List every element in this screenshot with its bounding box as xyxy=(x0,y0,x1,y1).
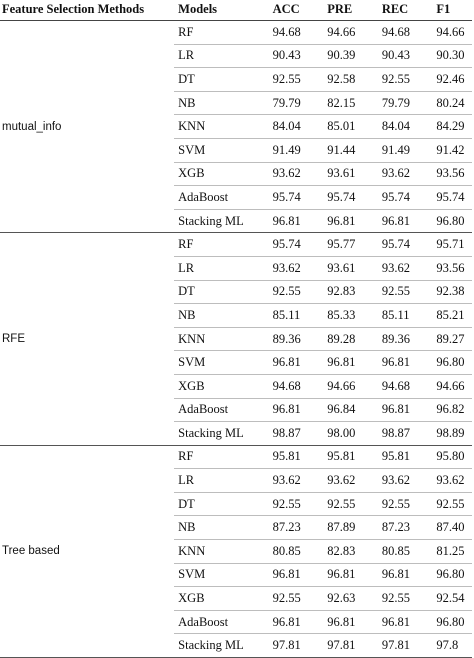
f1-cell: 97.8 xyxy=(432,634,472,658)
pre-cell: 96.84 xyxy=(323,398,378,422)
feature-selection-method-cell: mutual_info xyxy=(0,21,174,233)
table-body xyxy=(0,21,472,658)
model-cell: KNN xyxy=(174,327,268,351)
f1-cell: 94.66 xyxy=(432,21,472,45)
acc-cell: 96.81 xyxy=(269,398,324,422)
f1-cell: 92.55 xyxy=(432,492,472,516)
pre-cell: 90.39 xyxy=(323,44,378,68)
model-cell: LR xyxy=(174,256,268,280)
acc-cell: 92.55 xyxy=(269,492,324,516)
rec-cell: 96.81 xyxy=(378,398,433,422)
f1-cell: 96.80 xyxy=(432,351,472,375)
header-rec: REC xyxy=(378,0,433,21)
rec-cell: 95.74 xyxy=(378,186,433,210)
pre-cell: 97.81 xyxy=(323,634,378,658)
header-row xyxy=(0,0,472,21)
pre-cell: 96.81 xyxy=(323,351,378,375)
rec-cell: 85.11 xyxy=(378,304,433,328)
rec-cell: 96.81 xyxy=(378,209,433,233)
f1-cell: 96.80 xyxy=(432,610,472,634)
f1-cell: 96.80 xyxy=(432,209,472,233)
table-header xyxy=(0,0,472,21)
f1-cell: 80.24 xyxy=(432,91,472,115)
pre-cell: 94.66 xyxy=(323,21,378,45)
feature-selection-method-cell: RFE xyxy=(0,233,174,445)
model-cell: RF xyxy=(174,233,268,257)
model-cell: NB xyxy=(174,516,268,540)
model-cell: NB xyxy=(174,304,268,328)
f1-cell: 94.66 xyxy=(432,374,472,398)
header-f1: F1 xyxy=(432,0,472,21)
pre-cell: 92.83 xyxy=(323,280,378,304)
model-cell: NB xyxy=(174,91,268,115)
pre-cell: 92.55 xyxy=(323,492,378,516)
table-row xyxy=(0,233,472,257)
pre-cell: 95.77 xyxy=(323,233,378,257)
pre-cell: 91.44 xyxy=(323,138,378,162)
header-acc: ACC xyxy=(269,0,324,21)
header-models: Models xyxy=(174,0,268,21)
f1-cell: 92.46 xyxy=(432,68,472,92)
acc-cell: 85.11 xyxy=(269,304,324,328)
acc-cell: 92.55 xyxy=(269,68,324,92)
pre-cell: 95.74 xyxy=(323,186,378,210)
model-cell: XGB xyxy=(174,587,268,611)
acc-cell: 94.68 xyxy=(269,21,324,45)
rec-cell: 84.04 xyxy=(378,115,433,139)
pre-cell: 96.81 xyxy=(323,209,378,233)
pre-cell: 92.63 xyxy=(323,587,378,611)
pre-cell: 85.33 xyxy=(323,304,378,328)
model-cell: SVM xyxy=(174,138,268,162)
acc-cell: 96.81 xyxy=(269,351,324,375)
pre-cell: 96.81 xyxy=(323,563,378,587)
acc-cell: 97.81 xyxy=(269,634,324,658)
table-row xyxy=(0,445,472,469)
rec-cell: 92.55 xyxy=(378,68,433,92)
f1-cell: 95.74 xyxy=(432,186,472,210)
acc-cell: 95.81 xyxy=(269,445,324,469)
acc-cell: 96.81 xyxy=(269,610,324,634)
model-cell: Stacking ML xyxy=(174,422,268,446)
model-cell: RF xyxy=(174,445,268,469)
feature-selection-method-cell: Tree based xyxy=(0,445,174,657)
rec-cell: 95.81 xyxy=(378,445,433,469)
pre-cell: 95.81 xyxy=(323,445,378,469)
pre-cell: 94.66 xyxy=(323,374,378,398)
pre-cell: 93.61 xyxy=(323,162,378,186)
rec-cell: 96.81 xyxy=(378,610,433,634)
acc-cell: 95.74 xyxy=(269,186,324,210)
f1-cell: 89.27 xyxy=(432,327,472,351)
model-cell: KNN xyxy=(174,540,268,564)
pre-cell: 87.89 xyxy=(323,516,378,540)
pre-cell: 85.01 xyxy=(323,115,378,139)
pre-cell: 92.58 xyxy=(323,68,378,92)
acc-cell: 91.49 xyxy=(269,138,324,162)
pre-cell: 93.61 xyxy=(323,256,378,280)
acc-cell: 98.87 xyxy=(269,422,324,446)
rec-cell: 96.81 xyxy=(378,351,433,375)
rec-cell: 92.55 xyxy=(378,492,433,516)
model-cell: DT xyxy=(174,492,268,516)
f1-cell: 93.56 xyxy=(432,162,472,186)
rec-cell: 79.79 xyxy=(378,91,433,115)
acc-cell: 92.55 xyxy=(269,280,324,304)
rec-cell: 89.36 xyxy=(378,327,433,351)
rec-cell: 80.85 xyxy=(378,540,433,564)
f1-cell: 95.71 xyxy=(432,233,472,257)
acc-cell: 94.68 xyxy=(269,374,324,398)
pre-cell: 93.62 xyxy=(323,469,378,493)
f1-cell: 84.29 xyxy=(432,115,472,139)
f1-cell: 87.40 xyxy=(432,516,472,540)
model-cell: AdaBoost xyxy=(174,186,268,210)
acc-cell: 90.43 xyxy=(269,44,324,68)
rec-cell: 94.68 xyxy=(378,374,433,398)
rec-cell: 97.81 xyxy=(378,634,433,658)
f1-cell: 91.42 xyxy=(432,138,472,162)
model-cell: Stacking ML xyxy=(174,209,268,233)
acc-cell: 93.62 xyxy=(269,469,324,493)
acc-cell: 93.62 xyxy=(269,256,324,280)
rec-cell: 98.87 xyxy=(378,422,433,446)
f1-cell: 93.56 xyxy=(432,256,472,280)
f1-cell: 85.21 xyxy=(432,304,472,328)
acc-cell: 92.55 xyxy=(269,587,324,611)
f1-cell: 92.54 xyxy=(432,587,472,611)
rec-cell: 93.62 xyxy=(378,256,433,280)
model-cell: DT xyxy=(174,68,268,92)
f1-cell: 96.82 xyxy=(432,398,472,422)
rec-cell: 87.23 xyxy=(378,516,433,540)
pre-cell: 98.00 xyxy=(323,422,378,446)
f1-cell: 81.25 xyxy=(432,540,472,564)
acc-cell: 79.79 xyxy=(269,91,324,115)
rec-cell: 94.68 xyxy=(378,21,433,45)
model-cell: AdaBoost xyxy=(174,398,268,422)
model-cell: AdaBoost xyxy=(174,610,268,634)
pre-cell: 96.81 xyxy=(323,610,378,634)
pre-cell: 82.83 xyxy=(323,540,378,564)
model-cell: DT xyxy=(174,280,268,304)
acc-cell: 96.81 xyxy=(269,209,324,233)
f1-cell: 96.80 xyxy=(432,563,472,587)
rec-cell: 96.81 xyxy=(378,563,433,587)
f1-cell: 95.80 xyxy=(432,445,472,469)
model-cell: SVM xyxy=(174,563,268,587)
acc-cell: 87.23 xyxy=(269,516,324,540)
header-pre: PRE xyxy=(323,0,378,21)
rec-cell: 92.55 xyxy=(378,587,433,611)
f1-cell: 92.38 xyxy=(432,280,472,304)
table-row xyxy=(0,21,472,45)
rec-cell: 90.43 xyxy=(378,44,433,68)
f1-cell: 93.62 xyxy=(432,469,472,493)
acc-cell: 80.85 xyxy=(269,540,324,564)
model-cell: LR xyxy=(174,469,268,493)
model-cell: XGB xyxy=(174,162,268,186)
model-cell: XGB xyxy=(174,374,268,398)
model-cell: LR xyxy=(174,44,268,68)
rec-cell: 93.62 xyxy=(378,469,433,493)
acc-cell: 84.04 xyxy=(269,115,324,139)
rec-cell: 95.74 xyxy=(378,233,433,257)
model-cell: RF xyxy=(174,21,268,45)
rec-cell: 93.62 xyxy=(378,162,433,186)
f1-cell: 98.89 xyxy=(432,422,472,446)
rec-cell: 92.55 xyxy=(378,280,433,304)
rec-cell: 91.49 xyxy=(378,138,433,162)
model-cell: SVM xyxy=(174,351,268,375)
acc-cell: 93.62 xyxy=(269,162,324,186)
pre-cell: 82.15 xyxy=(323,91,378,115)
model-cell: Stacking ML xyxy=(174,634,268,658)
header-feature-selection-methods: Feature Selection Methods xyxy=(0,0,174,21)
acc-cell: 89.36 xyxy=(269,327,324,351)
model-cell: KNN xyxy=(174,115,268,139)
acc-cell: 95.74 xyxy=(269,233,324,257)
pre-cell: 89.28 xyxy=(323,327,378,351)
acc-cell: 96.81 xyxy=(269,563,324,587)
f1-cell: 90.30 xyxy=(432,44,472,68)
